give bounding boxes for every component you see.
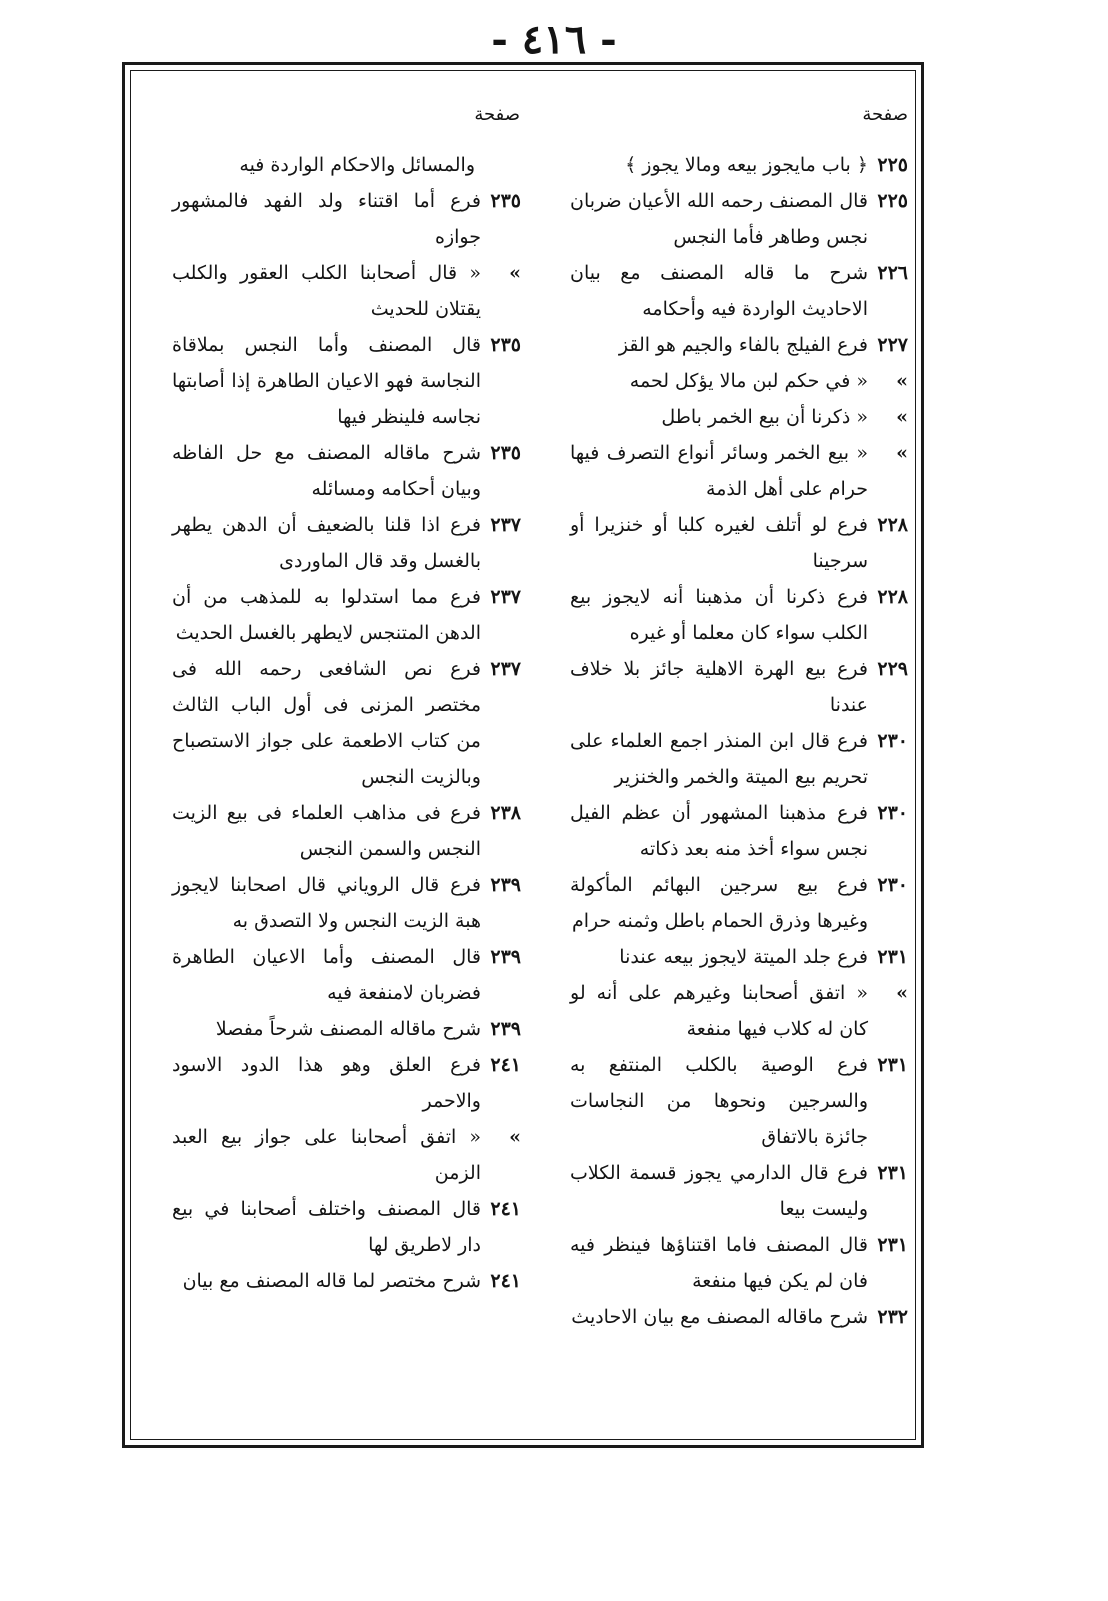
index-entry xyxy=(570,183,908,255)
entry-page-number: ٢٣٩ xyxy=(490,946,521,968)
entry-title: « بيع الخمر وسائر أنواع التصرف فيها حرام على أهل الذمة xyxy=(570,442,868,500)
entry-title: فرع بيع الهرة الاهلية جائز بلا خلاف عندنا xyxy=(570,658,868,716)
entry-page-number: ٢٢٨ xyxy=(877,586,908,608)
entry-title: « ذكرنا أن بيع الخمر باطل xyxy=(661,406,868,428)
index-entry xyxy=(570,579,908,651)
entry-title: فرع فى مذاهب العلماء فى بيع الزيت النجس والسمن النجس xyxy=(172,802,481,860)
entry-title: فرع قال ابن المنذر اجمع العلماء على تحريم بيع الميتة والخمر والخنزير xyxy=(570,730,868,788)
entry-title: والمسائل والاحكام الواردة فيه xyxy=(239,154,475,176)
entry-page-number: ٢٤١ xyxy=(490,1270,521,1292)
index-entry xyxy=(570,723,908,795)
entry-page-number: ٢٣٠ xyxy=(877,730,908,752)
entry-page-number: ٢٣٠ xyxy=(877,874,908,896)
entry-title: فرع لو أتلف لغيره كلبا أو خنزيرا أو سرجينا xyxy=(570,514,868,572)
entry-page-number: ٢٢٥ xyxy=(877,154,908,176)
entry-page-number: ٢٣٨ xyxy=(490,802,521,824)
entry-page-number: ٢٤١ xyxy=(490,1054,521,1076)
index-entry xyxy=(172,939,521,1011)
entry-title: فرع الوصية بالكلب المنتفع به والسرجين ونحوها من النجاسات جائزة بالاتفاق xyxy=(570,1054,868,1148)
entry-page-number: ٢٣٥ xyxy=(490,442,521,464)
entry-title: قال المصنف وأما الاعيان الطاهرة فضربان لامنفعة فيه xyxy=(172,946,481,1004)
entry-page-number: ٢٣٢ xyxy=(877,1306,908,1328)
entry-title: « اتفق أصحابنا وغيرهم على أنه لو كان له كلاب فيها منفعة xyxy=(570,982,868,1040)
index-entry xyxy=(172,1047,521,1119)
right-index-column xyxy=(570,147,908,1335)
entry-page-number: ٢٣٧ xyxy=(490,586,521,608)
index-entry xyxy=(570,867,908,939)
entry-title: فرع ذكرنا أن مذهبنا أنه لايجوز بيع الكلب سواء كان معلما أو غيره xyxy=(570,586,868,644)
entry-title: فرع أما اقتناء ولد الفهد فالمشهور جوازه xyxy=(172,190,481,248)
entry-page-number: ٢٣١ xyxy=(877,1162,908,1184)
index-entry xyxy=(172,1263,521,1299)
entry-title: فرع نص الشافعى رحمه الله فى مختصر المزنى فى أول الباب الثالث من كتاب الاطعمة على جواز الاستصباح وبالزيت النجس xyxy=(172,658,481,788)
entry-title: شرح ماقاله المصنف مع بيان الاحاديث xyxy=(571,1306,868,1328)
index-entry xyxy=(172,507,521,579)
entry-title: فرع قال الروياني قال اصحابنا لايجوز هبة الزيت النجس ولا التصدق به xyxy=(172,874,481,932)
index-entry xyxy=(570,363,908,399)
entry-page-number: ٢٣٥ xyxy=(490,190,521,212)
entry-page-number: ٢٣٥ xyxy=(490,334,521,356)
index-entry xyxy=(570,255,908,327)
left-column-heading: صفحة xyxy=(474,104,520,125)
index-entry xyxy=(570,939,908,975)
entry-page-number: ٢٣٩ xyxy=(490,874,521,896)
entry-title: قال المصنف رحمه الله الأعيان ضربان نجس وطاهر فأما النجس xyxy=(570,190,868,248)
entry-title: قال المصنف فاما اقتناؤها فينظر فيه فان لم يكن فيها منفعة xyxy=(570,1234,868,1292)
index-entry xyxy=(172,255,521,327)
entry-title: فرع جلد الميتة لايجوز بيعه عندنا xyxy=(619,946,868,968)
right-column-heading: صفحة xyxy=(862,104,908,125)
index-entry xyxy=(570,327,908,363)
index-entry xyxy=(570,1227,908,1299)
entry-page-number: ٢٣٧ xyxy=(490,658,521,680)
entry-title: شرح ماقاله المصنف شرحاً مفصلا xyxy=(215,1018,481,1040)
index-entry xyxy=(570,975,908,1047)
index-entry xyxy=(570,507,908,579)
index-entry xyxy=(172,435,521,507)
entry-page-number: ٢٣١ xyxy=(877,1054,908,1076)
index-entry xyxy=(172,1119,521,1191)
index-entry xyxy=(570,795,908,867)
index-entry xyxy=(172,579,521,651)
entry-title: « قال أصحابنا الكلب العقور والكلب يقتلان للحديث xyxy=(172,262,481,320)
entry-page-number: » xyxy=(896,370,908,392)
entry-page-number: » xyxy=(896,982,908,1004)
entry-title: قال المصنف واختلف أصحابنا في بيع دار لاطريق لها xyxy=(172,1198,481,1256)
entry-page-number: » xyxy=(896,406,908,428)
entry-page-number: ٢٣١ xyxy=(877,1234,908,1256)
index-entry xyxy=(570,1155,908,1227)
entry-title: فرع بيع سرجين البهائم المأكولة وغيرها وذرق الحمام باطل وثمنه حرام xyxy=(570,874,868,932)
entry-title: ﴿ باب مايجوز بيعه ومالا يجوز ﴾ xyxy=(625,154,868,176)
entry-title: « اتفق أصحابنا على جواز بيع العبد الزمن xyxy=(172,1126,481,1184)
entry-page-number: ٢٢٦ xyxy=(877,262,908,284)
index-entry xyxy=(172,147,521,183)
entry-page-number: ٢٢٥ xyxy=(877,190,908,212)
index-entry xyxy=(570,1047,908,1155)
entry-title: فرع مذهبنا المشهور أن عظم الفيل نجس سواء أخذ منه بعد ذكاته xyxy=(570,802,868,860)
entry-page-number: » xyxy=(509,262,521,284)
index-entry xyxy=(570,435,908,507)
entry-title: « في حكم لبن مالا يؤكل لحمه xyxy=(629,370,868,392)
index-entry xyxy=(570,399,908,435)
index-entry xyxy=(172,183,521,255)
entry-page-number: » xyxy=(896,442,908,464)
entry-title: فرع اذا قلنا بالضعيف أن الدهن يطهر بالغسل وقد قال الماوردى xyxy=(172,514,481,572)
entry-page-number: ٢٣٠ xyxy=(877,802,908,824)
left-index-column xyxy=(172,147,521,1299)
entry-page-number: ٢٣٩ xyxy=(490,1018,521,1040)
index-entry xyxy=(570,147,908,183)
entry-page-number: ٢٢٨ xyxy=(877,514,908,536)
entry-title: فرع الفيلج بالفاء والجيم هو القز xyxy=(618,334,868,356)
index-entry xyxy=(570,651,908,723)
entry-page-number: ٢٢٧ xyxy=(877,334,908,356)
entry-title: قال المصنف وأما النجس بملاقاة النجاسة فهو الاعيان الطاهرة إذا أصابتها نجاسه فلينظر فيها xyxy=(172,334,481,428)
entry-title: شرح ما قاله المصنف مع بيان الاحاديث الواردة فيه وأحكامه xyxy=(570,262,868,320)
entry-title: شرح ماقاله المصنف مع حل الفاظه وبيان أحكامه ومسائله xyxy=(172,442,481,500)
index-entry xyxy=(172,327,521,435)
page-number: - ٤١٦ - xyxy=(491,16,617,63)
index-entry xyxy=(172,1011,521,1047)
entry-page-number: ٢٢٩ xyxy=(877,658,908,680)
index-entry xyxy=(172,1191,521,1263)
entry-page-number: ٢٣١ xyxy=(877,946,908,968)
index-entry xyxy=(172,867,521,939)
entry-title: شرح مختصر لما قاله المصنف مع بيان xyxy=(182,1270,481,1292)
index-entry xyxy=(570,1299,908,1335)
entry-page-number: » xyxy=(509,1126,521,1148)
entry-title: فرع العلق وهو هذا الدود الاسود والاحمر xyxy=(172,1054,481,1112)
entry-page-number: ٢٤١ xyxy=(490,1198,521,1220)
entry-page-number: ٢٣٧ xyxy=(490,514,521,536)
entry-title: فرع قال الدارمي يجوز قسمة الكلاب وليست بيعا xyxy=(570,1162,868,1220)
entry-title: فرع مما استدلوا به للمذهب من أن الدهن المتنجس لايطهر بالغسل الحديث xyxy=(172,586,481,644)
index-entry xyxy=(172,795,521,867)
index-entry xyxy=(172,651,521,795)
